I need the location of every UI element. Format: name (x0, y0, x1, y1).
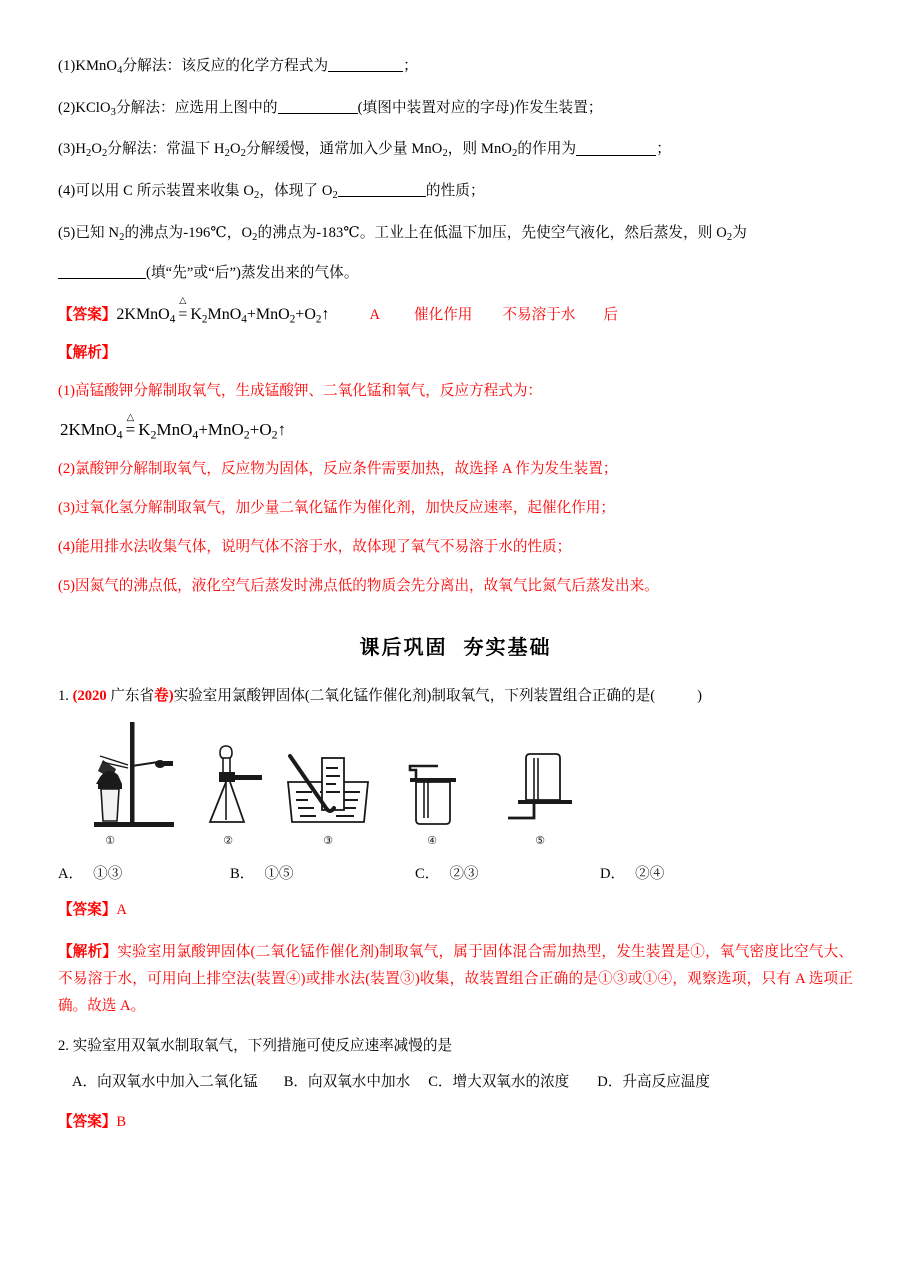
q2-choice-d-label: D． (597, 1073, 623, 1090)
aeq-plus1-sub: 2 (243, 427, 250, 442)
heat-triangle-icon: △ (179, 295, 187, 306)
q1-choice-a-value: ①③ (93, 866, 123, 883)
q3-text-d: O (229, 141, 241, 158)
q3-sub-d: 2 (240, 148, 246, 160)
q2-choice-d-value: 升高反应温度 (622, 1073, 710, 1090)
q1-source-year: (2020 (72, 688, 107, 705)
analysis-tag-row (58, 343, 853, 365)
q2-prefix: (2)KClO (58, 99, 111, 116)
q1-prefix: (1)KMnO (58, 58, 118, 74)
q3-answer-blank[interactable] (576, 140, 656, 156)
q1-subscript: 4 (117, 64, 123, 76)
eq-rhs1-sub: 2 (201, 313, 208, 326)
q1-choice-d-value: ②④ (635, 866, 665, 883)
eq-equals: = (178, 306, 188, 324)
q1-answer-value: A (116, 902, 127, 919)
gas-up-arrow-icon: ↑ (277, 420, 287, 440)
q5-text-a: (5)已知 N (58, 224, 120, 241)
section-heading (58, 631, 853, 660)
answer-equation (116, 295, 330, 326)
aeq-rhs1-sub: 2 (150, 427, 157, 442)
q1-choice-c[interactable] (415, 864, 600, 886)
q2-number: 2. (58, 1038, 69, 1055)
q1-source-province: 广东省 (106, 688, 155, 705)
q3-sub-c: 2 (224, 148, 230, 160)
eq-lhs: 2KMnO (116, 306, 170, 324)
q3-sub-a: 2 (85, 148, 92, 160)
answer-block (58, 295, 853, 328)
analysis-line-5: (5)因氮气的沸点低，液化空气后蒸发时沸点低的物质会先分离出，故氧气比氮气后蒸发出来。 (58, 577, 659, 594)
eq-rhs1: K (190, 306, 202, 324)
q2-choice-b-label: B． (283, 1073, 309, 1090)
q4-text-b: ，体现了 O (259, 183, 333, 200)
answer-value-4: 后 (603, 307, 618, 324)
q1-number: 1. (58, 688, 69, 705)
gas-up-arrow-icon: ↑ (321, 306, 330, 324)
q1-suffix: ； (403, 58, 418, 74)
apparatus-figure (86, 722, 646, 850)
aeq-rhs2: MnO (156, 420, 193, 440)
eq-rhs2: MnO (207, 306, 242, 324)
q2-answer-row (58, 1112, 853, 1134)
q4-sub-b: 2 (332, 190, 338, 202)
analysis-line-3: (3)过氧化氢分解制取氧气，加少量二氧化锰作为催化剂，加快反应速率，起催化作用； (58, 499, 615, 516)
q2-choice-b[interactable] (284, 1072, 411, 1094)
q4-text-a: (4)可以用 C 所示装置来收集 O (58, 183, 254, 200)
q3-text-a: (3)H (58, 141, 86, 158)
q5-text-d: 为 (732, 224, 747, 241)
question-item-3 (58, 139, 853, 162)
q1-analysis-text: 实验室用氯酸钾固体(二氧化锰作催化剂)制取氧气，属于固体混合需加热型，发生装置是①，氧气密度比空气大、不易溶于水，可用向上排空法(装置④)或排水法(装置③)收集，故装置组合正确的是①③或①④，观察选项，只有 A 选项正确。故选 A。 (58, 944, 853, 1015)
eq-plus2: +O (295, 306, 316, 324)
svg-text:③: ③ (323, 834, 333, 848)
aeq-equals: = (125, 420, 136, 440)
aeq-rhs2-sub: 4 (192, 427, 199, 442)
q1-choice-a-label: A． (58, 866, 84, 883)
heat-triangle-icon: △ (126, 412, 135, 424)
apparatus-5-group (508, 754, 572, 847)
analysis-line-2: (2)氯酸钾分解制取氧气，反应物为固体，反应条件需要加热，故选择 A 作为发生装置； (58, 460, 618, 477)
analysis-tag: 【解析】 (58, 344, 117, 361)
q2-stem-text: 实验室用双氧水制取氧气，下列措施可使反应速率减慢的是 (72, 1038, 453, 1055)
q2-choice-a-label: A． (72, 1073, 98, 1090)
q4-answer-blank[interactable] (338, 182, 426, 198)
q1-choice-a[interactable] (58, 864, 230, 886)
question-item-5 (58, 223, 853, 246)
question-item-4 (58, 181, 853, 204)
aeq-plus2-sub: 2 (271, 427, 278, 442)
question-item-1 (58, 56, 853, 79)
apparatus-2-group (210, 746, 262, 847)
q3-sub-f: 2 (512, 148, 518, 160)
q2-answer-blank[interactable] (278, 98, 358, 114)
q2-choice-c[interactable] (428, 1072, 569, 1094)
eq-plus2-sub: 2 (315, 313, 322, 326)
q1-choice-b-value: ①⑤ (264, 866, 294, 883)
apparatus-3-group (288, 756, 368, 847)
eq-rhs2-sub: 4 (241, 313, 247, 326)
analysis-line-4: (4)能用排水法收集气体，说明气体不溶于水，故体现了氧气不易溶于水的性质； (58, 538, 572, 555)
eq-plus1: +MnO (246, 306, 290, 324)
svg-text:④: ④ (427, 834, 437, 848)
q1-choice-c-label: C． (415, 866, 440, 883)
q2-choice-c-label: C． (428, 1073, 453, 1090)
q5-sub-a: 2 (119, 231, 125, 243)
q2-choice-c-value: 增大双氧水的浓度 (452, 1073, 570, 1090)
question-item-5-line2 (58, 263, 853, 285)
q1-choices (58, 864, 853, 886)
q2-stem-row (58, 1036, 853, 1058)
section-heading-part1: 课后巩固 (359, 637, 448, 660)
q2-subscript: 3 (110, 106, 116, 118)
aeq-plus2: +O (249, 420, 272, 440)
q3-text-e: 分解缓慢，通常加入少量 MnO (245, 141, 443, 158)
q1-stem-row (58, 686, 853, 708)
q2-choices (72, 1072, 853, 1094)
answer-value-1: A (369, 307, 381, 324)
q1-stem-end: ) (697, 688, 703, 705)
q1-analysis-tag: 【解析】 (58, 944, 118, 961)
aeq-lhs: 2KMnO (60, 420, 117, 440)
aeq-plus1: +MnO (198, 420, 244, 440)
analysis-line-1: (1)高锰酸钾分解制取氧气，生成锰酸钾、二氧化锰和氧气，反应方程式为： (58, 383, 543, 400)
q1-choice-c-value: ②③ (449, 866, 479, 883)
section-heading-part2: 夯实基础 (463, 637, 552, 660)
q1-choice-d[interactable] (600, 864, 760, 886)
q2-choice-a[interactable] (72, 1072, 258, 1094)
q1-choice-b-label: B． (230, 866, 255, 883)
q2-suffix: (填图中装置对应的字母)作发生装置； (357, 99, 603, 116)
q3-text-f: ，则 MnO (447, 141, 513, 158)
q2-answer-tag: 【答案】 (58, 1113, 117, 1130)
apparatus-4-group (410, 766, 456, 847)
answer-tag: 【答案】 (58, 307, 117, 324)
q2-choice-a-value: 向双氧水中加入二氧化锰 (97, 1073, 258, 1090)
q3-suffix: ； (656, 141, 671, 158)
svg-text:②: ② (223, 834, 233, 848)
eq-plus1-sub: 2 (289, 313, 296, 326)
q2-choice-d[interactable] (597, 1072, 710, 1094)
aeq-rhs1: K (138, 420, 151, 440)
svg-text:①: ① (105, 834, 115, 848)
q3-text-g: 的作用为 (517, 141, 577, 158)
q1-answer-tag: 【答案】 (58, 902, 117, 919)
q1-analysis-row (58, 939, 853, 1020)
q1-choice-b[interactable] (230, 864, 415, 886)
q5-suffix: (填“先”或“后”)蒸发出来的气体。 (146, 264, 359, 281)
aeq-lhs-sub: 4 (116, 427, 123, 442)
q2-choice-b-value: 向双氧水中加水 (308, 1073, 411, 1090)
q1-text: 分解法：该反应的化学方程式为 (122, 58, 329, 74)
q1-source-suffix: 卷) (154, 688, 174, 705)
svg-text:⑤: ⑤ (535, 834, 545, 848)
q4-sub-a: 2 (253, 190, 260, 202)
q5-text-b: 的沸点为-196℃，O (124, 224, 253, 241)
apparatus-1-group (94, 722, 174, 847)
aeq-sign-with-heat (124, 412, 138, 440)
q5-sub-c: 2 (726, 231, 733, 243)
q1-stem-text: 实验室用氯酸钾固体(二氧化锰作催化剂)制取氧气，下列装置组合正确的是( (173, 688, 656, 705)
q5-text-c: 的沸点为-183℃。工业上在低温下加压，先使空气液化，然后蒸发，则 O (257, 224, 727, 241)
q1-answer-blank[interactable] (328, 57, 403, 73)
q3-sub-e: 2 (442, 148, 448, 160)
eq-lhs-sub: 4 (169, 313, 176, 326)
answer-value-3: 不易溶于水 (502, 307, 576, 324)
q5-sub-b: 2 (252, 231, 258, 243)
analysis-equation (60, 412, 853, 443)
q3-sub-b: 2 (101, 148, 108, 160)
q5-answer-blank[interactable] (58, 263, 146, 279)
q1-choice-d-label: D． (600, 866, 626, 883)
eq-sign-with-heat (176, 295, 189, 327)
q2-text: 分解法：应选用上图中的 (115, 99, 278, 116)
q3-text-b: O (91, 141, 102, 158)
question-item-2 (58, 98, 853, 121)
answer-value-2: 催化作用 (414, 307, 473, 324)
q3-text-c: 分解法：常温下 H (107, 141, 225, 158)
q2-answer-value: B (116, 1113, 127, 1130)
q1-answer-row (58, 900, 853, 922)
q4-suffix: 的性质； (425, 183, 485, 200)
